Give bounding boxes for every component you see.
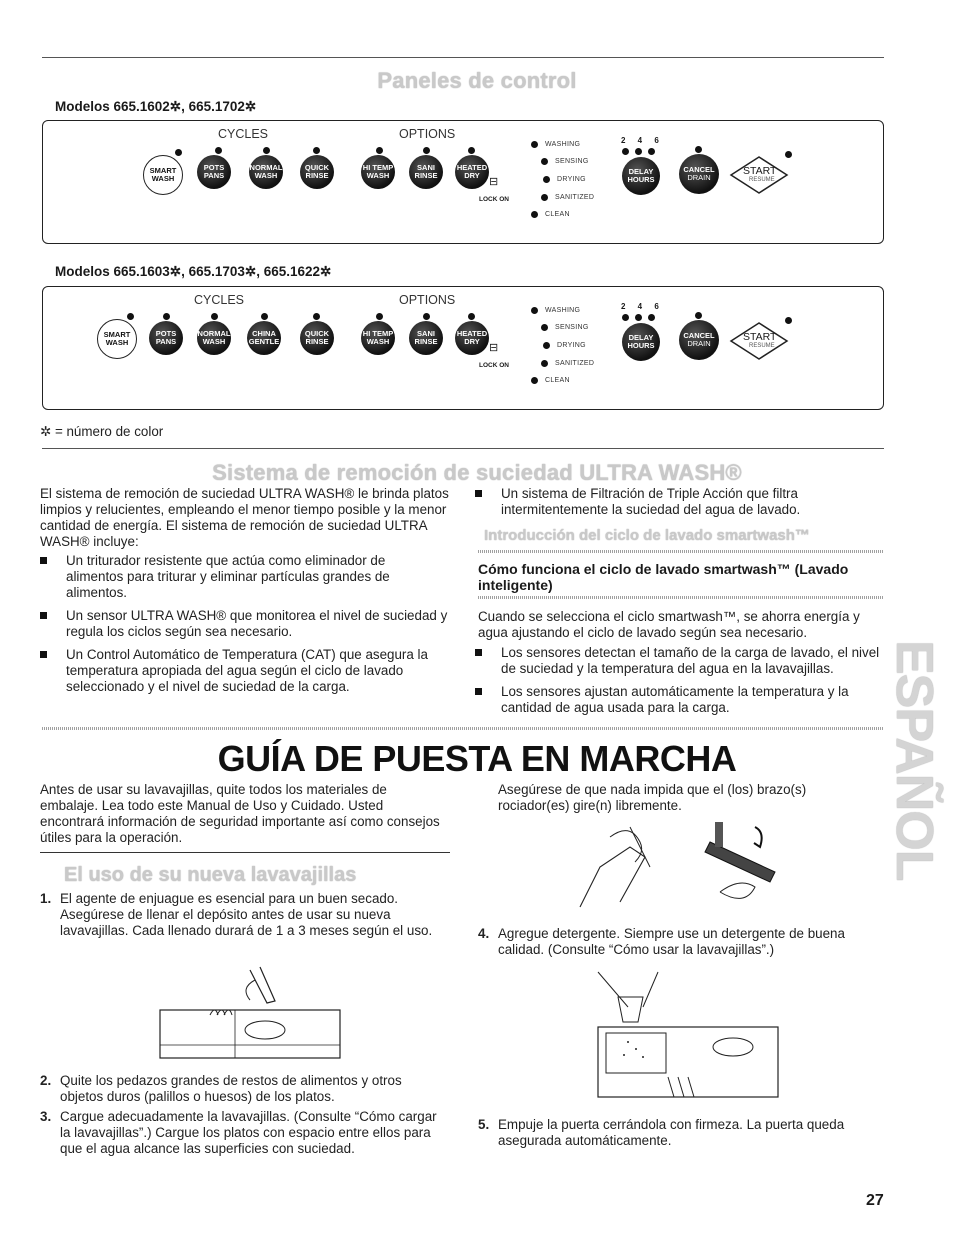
sanitized-indicator: SANITIZED bbox=[555, 194, 594, 201]
pots-pans-led bbox=[163, 313, 170, 320]
model-b-heading: Modelos 665.1603✲, 665.1703✲, 665.1622✲ bbox=[55, 264, 332, 279]
sani-rinse-led bbox=[423, 147, 430, 154]
step-3-number: 3. bbox=[40, 1109, 52, 1124]
quick-rinse-led bbox=[313, 147, 320, 154]
ultrawash-bullet-3: Un Control Automático de Temperatura (CAT) que asegura la temperatura apropiada del agua según el ciclo de lavado seleccionado y el nivel de suciedad de la carga. bbox=[40, 647, 452, 695]
step-3 bbox=[40, 1109, 440, 1157]
sani-rinse-button[interactable]: SANI RINSE bbox=[409, 321, 443, 355]
pots-pans-button[interactable]: POTS PANS bbox=[149, 321, 183, 355]
cycles-label: CYCLES bbox=[218, 127, 269, 141]
normal-wash-button[interactable]: NORMAL WASH bbox=[197, 321, 231, 355]
espanol-side-tab: ESPAÑOL bbox=[885, 640, 943, 881]
guide-title: GUÍA DE PUESTA EN MARCHA bbox=[217, 738, 737, 779]
hi-temp-led bbox=[376, 147, 383, 154]
cycles-label: CYCLES bbox=[194, 293, 245, 307]
control-panel-a bbox=[42, 120, 884, 244]
options-label: OPTIONS bbox=[399, 127, 456, 141]
smartwash-subheading: Cómo funciona el ciclo de lavado smartwash™ (Lavado inteligente) bbox=[478, 561, 849, 593]
ultrawash-bullet-4: Un sistema de Filtración de Triple Acción que filtra intermitentemente la suciedad del agua de lavado. bbox=[475, 486, 875, 518]
start-label: START bbox=[743, 165, 777, 177]
ultrawash-heading: Sistema de remoción de suciedad ULTRA WASH® bbox=[212, 460, 742, 485]
step-5 bbox=[478, 1117, 878, 1149]
lock-on-label: LOCK ON bbox=[479, 362, 509, 369]
delay-led-6 bbox=[648, 314, 655, 321]
sani-rinse-led bbox=[423, 313, 430, 320]
cancel-drain-button[interactable] bbox=[679, 320, 719, 360]
clean-indicator: CLEAN bbox=[545, 377, 570, 384]
smart-wash-button[interactable]: SMART WASH bbox=[143, 155, 183, 195]
hi-temp-wash-button[interactable]: HI TEMP WASH bbox=[361, 155, 395, 189]
page-number: 27 bbox=[866, 1192, 884, 1209]
hi-temp-wash-button[interactable]: HI TEMP WASH bbox=[361, 321, 395, 355]
pots-pans-button[interactable]: POTS PANS bbox=[197, 155, 231, 189]
delay-led-2 bbox=[622, 148, 629, 155]
ultrawash-intro: El sistema de remoción de suciedad ULTRA WASH® le brinda platos limpios y relucientes, empleando el menor tiempo posible y la menor cantidad de energía. El sistema de remoción de suciedad ULTRA WASH® incluye: bbox=[40, 486, 449, 549]
lock-icon: ⊟ bbox=[489, 342, 499, 354]
lock-icon: ⊟ bbox=[489, 176, 499, 188]
cancel-label: CANCEL bbox=[683, 331, 715, 340]
washing-indicator: WASHING bbox=[545, 307, 580, 314]
sanitized-indicator: SANITIZED bbox=[555, 360, 594, 367]
smartwash-bullet-2: Los sensores ajustan automáticamente la temperatura y la cantidad de agua usada para la carga. bbox=[475, 684, 875, 716]
cancel-led bbox=[695, 146, 702, 153]
step-3-text: Cargue adecuadamente la lavavajillas. (Consulte “Cómo cargar la lavavajillas”.) Cargue los platos con espacio entre ellos para que el agua alcance las superficies con suciedad. bbox=[60, 1109, 437, 1156]
step-4-text: Agregue detergente. Siempre use un detergente de buena calidad. (Consulte “Cómo usar la lavavajillas”.) bbox=[498, 926, 845, 957]
step-4 bbox=[478, 926, 878, 958]
drying-indicator: DRYING bbox=[557, 176, 586, 183]
resume-label: RESUME bbox=[749, 343, 775, 349]
options-label: OPTIONS bbox=[399, 293, 456, 307]
hi-temp-led bbox=[376, 313, 383, 320]
spray-arm-illustration bbox=[570, 817, 790, 912]
cancel-drain-button[interactable] bbox=[679, 154, 719, 194]
delay-hour-numbers: 2 4 6 bbox=[621, 136, 664, 145]
top-rule bbox=[42, 57, 884, 58]
drain-label: DRAIN bbox=[687, 173, 711, 182]
normal-wash-button[interactable]: NORMAL WASH bbox=[249, 155, 283, 189]
model-a-heading: Modelos 665.1602✲, 665.1702✲ bbox=[55, 99, 257, 114]
delay-hour-numbers: 2 4 6 bbox=[621, 302, 664, 311]
china-gentle-button[interactable]: CHINA GENTLE bbox=[247, 321, 281, 355]
smartwash-rule-top bbox=[478, 550, 884, 553]
drying-indicator: DRYING bbox=[557, 342, 586, 349]
color-number-note: ✲ = número de color bbox=[40, 424, 164, 439]
cancel-label: CANCEL bbox=[683, 165, 715, 174]
step-1-number: 1. bbox=[40, 891, 52, 906]
delay-led-2 bbox=[622, 314, 629, 321]
normal-wash-led bbox=[211, 313, 218, 320]
section-rule bbox=[42, 448, 884, 449]
smart-wash-led bbox=[175, 149, 182, 156]
delay-hours-button[interactable]: DELAY HOURS bbox=[622, 157, 660, 195]
control-panel-b bbox=[42, 286, 884, 410]
resume-label: RESUME bbox=[749, 177, 775, 183]
step-1-text: El agente de enjuague es esencial para un buen secado. Asegúrese de llenar el depósito antes de usar su nueva lavavajillas. Cada llenado durará de 1 a 3 meses según el uso. bbox=[60, 891, 433, 938]
detergent-illustration bbox=[588, 967, 788, 1107]
panels-heading: Paneles de control bbox=[377, 68, 577, 93]
smart-wash-led bbox=[127, 313, 134, 320]
smartwash-rule-bottom bbox=[478, 596, 884, 599]
guide-rule bbox=[42, 727, 884, 730]
spray-arm-note: Asegúrese de que nada impida que el (los) brazo(s) rociador(es) gire(n) libremente. bbox=[498, 782, 807, 813]
guide-intro: Antes de usar su lavavajillas, quite todos los materiales de embalaje. Lea todo este Manual de Uso y Cuidado. Usted encontrará información de seguridad importante así como consejos útiles para la operación. bbox=[40, 782, 440, 845]
heated-dry-button[interactable]: HEATED DRY bbox=[455, 155, 489, 189]
delay-led-6 bbox=[648, 148, 655, 155]
ultrawash-bullet-1: Un triturador resistente que actúa como eliminador de alimentos para triturar y eliminar partículas grandes de alimentos. bbox=[40, 553, 440, 601]
normal-wash-led bbox=[263, 147, 270, 154]
smart-wash-button[interactable]: SMART WASH bbox=[97, 319, 137, 359]
step-1 bbox=[40, 891, 440, 939]
heated-dry-led bbox=[468, 147, 475, 154]
step-4-number: 4. bbox=[478, 926, 490, 941]
heated-dry-led bbox=[468, 313, 475, 320]
rinse-aid-illustration bbox=[155, 965, 345, 1065]
smartwash-bullet-1: Los sensores detectan el tamaño de la carga de lavado, el nivel de suciedad y la temperatura del agua en la lavavajillas. bbox=[475, 645, 887, 677]
washing-indicator: WASHING bbox=[545, 141, 580, 148]
smartwash-intro: Cuando se selecciona el ciclo smartwash™, se ahorra energía y agua ajustando el ciclo de lavado según sea necesario. bbox=[478, 609, 860, 640]
quick-rinse-led bbox=[313, 313, 320, 320]
step-2-number: 2. bbox=[40, 1073, 52, 1088]
quick-rinse-button[interactable]: QUICK RINSE bbox=[300, 321, 334, 355]
use-rule bbox=[40, 852, 450, 853]
step-5-number: 5. bbox=[478, 1117, 490, 1132]
step-2 bbox=[40, 1073, 440, 1105]
quick-rinse-button[interactable]: QUICK RINSE bbox=[300, 155, 334, 189]
drain-label: DRAIN bbox=[687, 339, 711, 348]
delay-led-4 bbox=[635, 148, 642, 155]
delay-led-4 bbox=[635, 314, 642, 321]
sensing-indicator: SENSING bbox=[555, 158, 589, 165]
ultrawash-bullet-2: Un sensor ULTRA WASH® que monitorea el nivel de suciedad y regula los ciclos según sea necesario. bbox=[40, 608, 452, 640]
delay-hours-button[interactable]: DELAY HOURS bbox=[622, 323, 660, 361]
china-gentle-led bbox=[261, 313, 268, 320]
pots-pans-led bbox=[215, 147, 222, 154]
step-2-text: Quite los pedazos grandes de restos de alimentos y otros objetos duros (palillos o huesos) de los platos. bbox=[60, 1073, 402, 1104]
sani-rinse-button[interactable]: SANI RINSE bbox=[409, 155, 443, 189]
lock-on-label: LOCK ON bbox=[479, 196, 509, 203]
step-5-text: Empuje la puerta cerrándola con firmeza. La puerta queda asegurada automáticamente. bbox=[498, 1117, 845, 1148]
heated-dry-button[interactable]: HEATED DRY bbox=[455, 321, 489, 355]
cancel-led bbox=[695, 312, 702, 319]
start-label: START bbox=[743, 331, 777, 343]
sensing-indicator: SENSING bbox=[555, 324, 589, 331]
use-heading: El uso de su nueva lavavajillas bbox=[64, 864, 357, 886]
smartwash-heading: Introducción del ciclo de lavado smartwash™ bbox=[484, 527, 810, 544]
clean-indicator: CLEAN bbox=[545, 211, 570, 218]
